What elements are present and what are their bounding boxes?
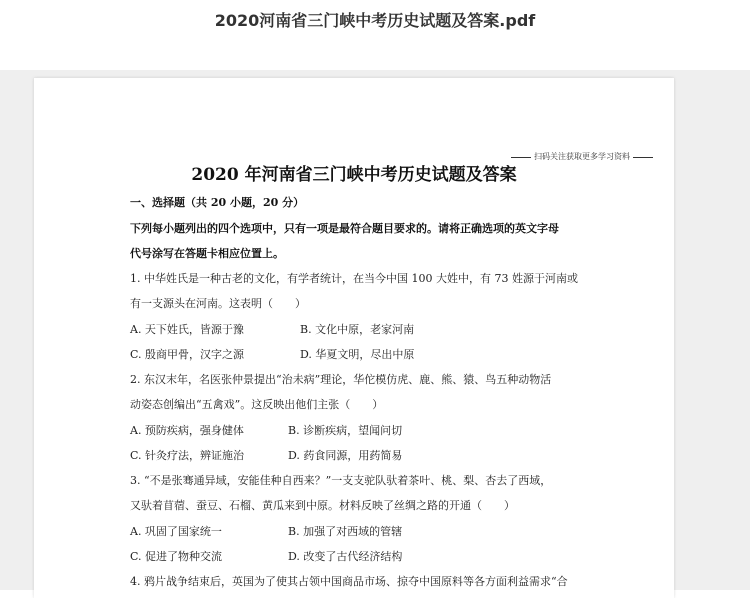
question-1-stem-line-2: 有一支源头在河南。这表明（ ） bbox=[130, 297, 306, 310]
question-2-option-d: D. 药食同源，用药简易 bbox=[288, 449, 403, 462]
question-1-stem-line-1: 1. 中华姓氏是一种古老的文化，有学者统计，在当今中国 100 大姓中，有 73 姓源于河南或 bbox=[130, 272, 578, 285]
dash-right-icon bbox=[633, 157, 653, 158]
document-title: 2020 年河南省三门峡中考历史试题及答案 bbox=[191, 165, 517, 185]
question-3-option-a: A. 巩固了国家统一 bbox=[130, 525, 222, 538]
file-title: 2020河南省三门峡中考历史试题及答案.pdf bbox=[214, 11, 536, 30]
question-1-option-b: B. 文化中原，老家河南 bbox=[300, 323, 415, 336]
question-1-option-d: D. 华夏文明，尽出中原 bbox=[300, 348, 415, 361]
question-3-stem-line-2: 又驮着苜蓿、蚕豆、石榴、黄瓜来到中原。材料反映了丝绸之路的开通（ ） bbox=[130, 499, 515, 512]
question-2-option-b: B. 诊断疾病，望闻问切 bbox=[288, 424, 403, 437]
file-header-bar bbox=[0, 0, 750, 70]
question-2-option-c: C. 针灸疗法，辨证施治 bbox=[130, 449, 245, 462]
section-heading: 一、选择题（共 20 小题，20 分） bbox=[130, 196, 305, 209]
question-3-option-c: C. 促进了物种交流 bbox=[130, 550, 223, 563]
question-1-option-c: C. 殷商甲骨，汉字之源 bbox=[130, 348, 245, 361]
question-2-option-a: A. 预防疾病，强身健体 bbox=[130, 424, 244, 437]
dash-left-icon bbox=[511, 157, 531, 158]
pdf-page bbox=[34, 78, 674, 598]
instructions-line-1: 下列每小题列出的四个选项中，只有一项是最符合题目要求的。请将正确选项的英文字母 bbox=[130, 222, 559, 235]
question-4-stem-line-1: 4. 鸦片战争结束后，英国为了使其占领中国商品市场、掠夺中国原料等各方面利益需求“合 bbox=[130, 575, 568, 588]
instructions-line-2: 代号涂写在答题卡相应位置上。 bbox=[130, 247, 284, 260]
question-1-option-a: A. 天下姓氏，皆源于豫 bbox=[130, 323, 244, 336]
question-3-stem-line-1: 3. “不是张骞通异域，安能佳种自西来？”一支支驼队驮着茶叶、桃、梨、杏去了西域， bbox=[130, 474, 552, 487]
question-3-option-d: D. 改变了古代经济结构 bbox=[288, 550, 403, 563]
qr-note-text: 扫码关注获取更多学习资料 bbox=[534, 152, 630, 161]
question-3-option-b: B. 加强了对西域的管辖 bbox=[288, 525, 403, 538]
question-2-stem-line-2: 动姿态创编出“五禽戏”。这反映出他们主张（ ） bbox=[130, 398, 384, 411]
question-2-stem-line-1: 2. 东汉末年，名医张仲景提出“治未病”理论，华佗模仿虎、鹿、熊、猿、鸟五种动物活 bbox=[130, 373, 552, 386]
